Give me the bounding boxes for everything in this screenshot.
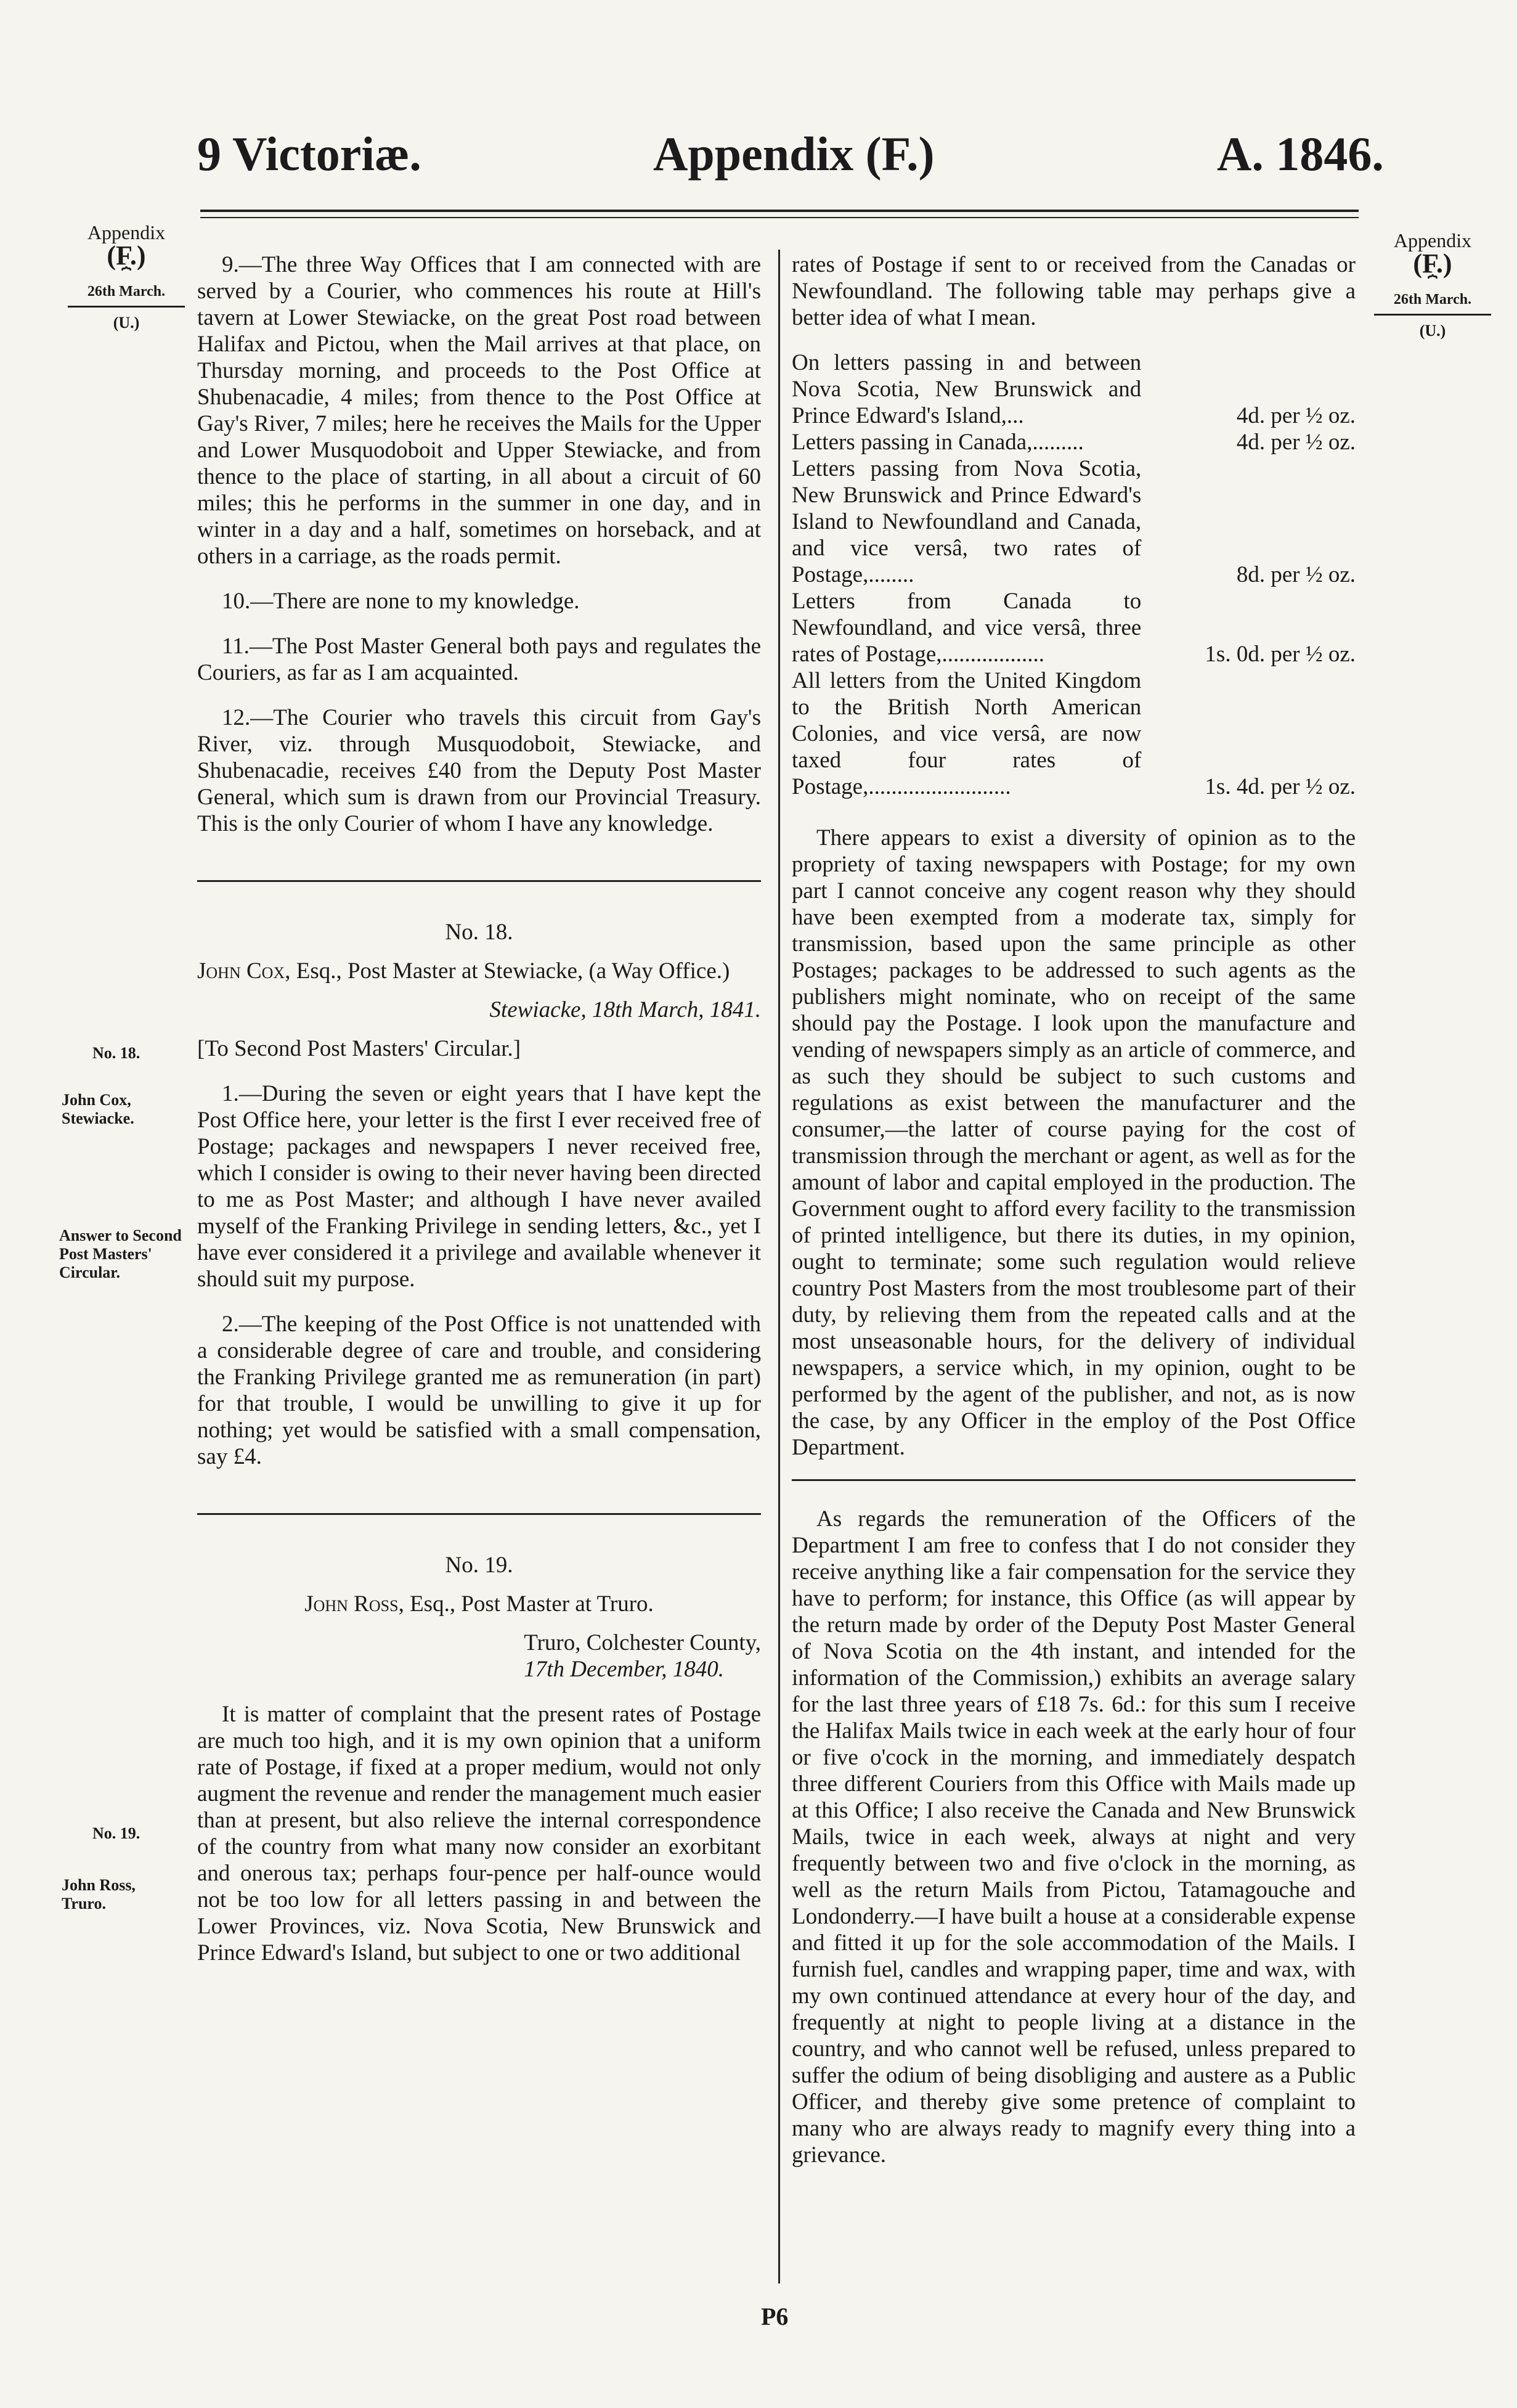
paragraph-9: 9.—The three Way Offices that I am connected with are served by a Courier, who commences his route at Hill's tavern at Lower Stewiacke, on the great Post road between Halifax and Pictou, when the Mail arrives at that place, on Thursday morning, and proceeds to the Post Office at Shubenacadie, 4 miles; from thence to the Post Office at Gay's River, 7 miles; here he receives the Mails for the Upper and Lower Musquodoboit and Upper Stewiacke, and from thence to the place of starting, in all about a circuit of 60 miles; this he performs in the summer in one day, and in winter in a day and a half, sometimes on horseback, and at others in a carriage, as the roads permit. bbox=[197, 252, 761, 569]
margin-left-appendix-label: Appendix bbox=[87, 221, 166, 243]
rates-intro: rates of Postage if sent to or received from the Canadas or Newfoundland. The following table may perhaps give a better idea of what I mean. bbox=[792, 252, 1356, 330]
no18-line: , Esq., Post Master at Stewiacke, (a Way Office.) bbox=[285, 958, 730, 984]
table-row bbox=[792, 349, 1356, 429]
section-divider bbox=[197, 880, 761, 882]
paragraph-12: 12.—The Courier who travels this circuit from Gay's River, viz. through Musquodoboit, Stewiacke, and Shubenacadie, receives £40 from the Deputy Post Master General, which sum is drawn from our Provincial Treasury. This is the only Courier of whom I have any knowledge. bbox=[197, 705, 761, 836]
right-column bbox=[792, 251, 1356, 2187]
header-left: 9 Victoriæ. bbox=[197, 127, 421, 181]
column-divider bbox=[778, 250, 780, 2284]
no19-date: 17th December, 1840. bbox=[524, 1657, 724, 1682]
paragraph-remuneration: As regards the remuneration of the Officers of the Department I am free to confess that I do not consider they receive anything like a fair compensation for the service they have to perform; for instance, this Office (as will appear by the return made by order of the Deputy Post Master General of Nova Scotia on the 4th instant, and intended for the information of the Commission,) exhibits an average salary for the last three years of £18 7s. 6d.: for this sum I receive the Halifax Mails twice in each week at the early hour of four or five o'cock in the morning, and immediately despatch three different Couriers from this Office with Mails made up at this Office; I also receive the Canada and New Brunswick Mails, twice in each week, always at night and very frequently between two and five o'clock in the morning, as well as the return Mails from Pictou, Tatamagouche and Londonderry.—I have built a house at a considerable expense and fitted it up for the sole accommodation of the Mails. I furnish fuel, candles and wrapping paper, time and wax, with my own continued attendance at every hour of the day, and frequently at night to people living at a distance in the country, and who cannot well be refused, unless prepared to suffer the odium of being disobliging and austere as a Public Officer, and thereby give some pretence of complaint to many who are always ready to magnify every thing into a grievance. bbox=[792, 1506, 1356, 2168]
section-divider bbox=[792, 1479, 1356, 1481]
paragraph-newspapers: There appears to exist a diversity of opinion as to the propriety of taxing newspapers with Postage; for my own part I cannot conceive any cogent reason why they should have been exempted from a moderate tax, simply for transmission, based upon the same principle as other Postages; packages to be addressed to such agents as the publishers might nominate, who on receipt of the same should pay the Postage. I look upon the manufacture and vending of newspapers simply as an article of commerce, and as such they should be subject to such customs and regulations as exist between the manufacturer and the consumer,—the latter of course paying for the cost of transmission through the merchant or agent, as well as for the amount of labor and capital employed in the production. The Government ought to afford every facility to the transmission of printed intelligence, but there its duties, in my opinion, ought to terminate; some such regulation would relieve country Post Masters from the most troublesome part of their duty, by relieving them from the repeated calls and at the most unseasonable hours, for the delivery of individual newspapers, a service which, in my opinion, ought to be performed by the agent of the publisher, and not, as is now the case, by any Officer in the employ of the Post Office Department. bbox=[792, 825, 1356, 1460]
margin-right-rule bbox=[1374, 314, 1491, 316]
no19-title: No. 19. bbox=[445, 1553, 513, 1578]
no18-name: John Cox bbox=[197, 958, 285, 984]
margin-right-date: 26th March. bbox=[1393, 292, 1472, 308]
margin-left-date: 26th March. bbox=[87, 284, 166, 300]
left-column bbox=[197, 251, 761, 1985]
no18-bracket: [To Second Post Masters' Circular.] bbox=[197, 1036, 521, 1061]
table-row bbox=[792, 455, 1356, 588]
no19-heading bbox=[197, 1591, 761, 1617]
table-row bbox=[792, 429, 1356, 455]
rate-amount: 1s. 4d. per ½ oz. bbox=[1205, 774, 1356, 799]
section-divider bbox=[197, 1513, 761, 1515]
rate-desc: Letters from Canada to Newfoundland, and vice versâ, three rates of Postage,.................. bbox=[792, 589, 1142, 667]
margin-no18-name: John Cox, Stewiacke. bbox=[62, 1091, 134, 1127]
no19-line: , Esq., Post Master at Truro. bbox=[398, 1591, 654, 1617]
paragraph-11: 11.—The Post Master General both pays and regulates the Couriers, as far as I am acquainted. bbox=[197, 634, 761, 685]
margin-no19: No. 19. bbox=[92, 1824, 140, 1842]
rate-amount: 1s. 0d. per ½ oz. bbox=[1205, 642, 1356, 667]
rate-desc: Letters passing in Canada,......... bbox=[792, 430, 1084, 455]
rate-amount: 4d. per ½ oz. bbox=[1236, 430, 1356, 455]
margin-no19-name: John Ross, Truro. bbox=[62, 1876, 136, 1912]
header-rule-thin bbox=[200, 217, 1359, 218]
rate-desc: Letters passing from Nova Scotia, New Brunswick and Prince Edward's Island to Newfoundland and Canada, and vice versâ, two rates of Postage,........ bbox=[792, 456, 1142, 587]
no18-place: Stewiacke, 18th March, 1841. bbox=[489, 997, 761, 1022]
rate-amount: 8d. per ½ oz. bbox=[1236, 562, 1356, 587]
margin-right-sub: (U.) bbox=[1419, 322, 1446, 340]
header-right: A. 1846. bbox=[1217, 127, 1384, 181]
table-row bbox=[792, 588, 1356, 667]
margin-left-letter: (F.) bbox=[107, 240, 146, 271]
header-center: Appendix (F.) bbox=[653, 127, 935, 181]
no19-name: John Ross bbox=[304, 1591, 399, 1617]
brace-icon: ⏞ bbox=[121, 267, 131, 285]
rate-desc: All letters from the United Kingdom to the British North American Colonies, and vice versâ, are now taxed four rates of Postage,......................... bbox=[792, 668, 1142, 799]
margin-left-appendix bbox=[68, 223, 185, 332]
table-row bbox=[792, 667, 1356, 800]
no18-heading bbox=[197, 958, 761, 984]
margin-no18: No. 18. bbox=[92, 1044, 140, 1062]
no18-paragraph-1: 1.—During the seven or eight years that I have kept the Post Office here, your letter is the first I ever received free of Postage; packages and newspapers I never received free, which I consider is owing to their never having been directed to me as Post Master; and although I have never availed myself of the Franking Privilege in sending letters, &c., yet I have ever considered it a privilege and available whenever it should suit my purpose. bbox=[197, 1081, 761, 1292]
no18-title: No. 18. bbox=[445, 920, 513, 945]
rates-table bbox=[792, 349, 1356, 800]
margin-left-sub: (U.) bbox=[113, 314, 140, 332]
no19-paragraph-1: It is matter of complaint that the present rates of Postage are much too high, and it is my own opinion that a uniform rate of Postage, if fixed at a proper medium, would not only augment the revenue and render the management much easier than at present, but also relieve the internal correspondence of the country from what many now consider an exorbitant and onerous tax; perhaps four-pence per half-ounce would not be too low for all letters passing in and between the Lower Provinces, viz. Nova Scotia, New Brunswick and Prince Edward's Island, but subject to one or two additional bbox=[197, 1702, 761, 1965]
margin-left-rule bbox=[68, 306, 185, 308]
paragraph-10: 10.—There are none to my knowledge. bbox=[222, 589, 580, 614]
rate-amount: 4d. per ½ oz. bbox=[1236, 403, 1356, 428]
margin-answer: Answer to Second Post Masters' Circular. bbox=[59, 1226, 182, 1281]
no19-place: Truro, Colchester County, bbox=[524, 1630, 761, 1655]
margin-right-appendix-label: Appendix bbox=[1393, 229, 1472, 251]
margin-right-letter: (F.) bbox=[1413, 248, 1452, 279]
header-rule bbox=[200, 210, 1359, 212]
brace-icon: ⏞ bbox=[1428, 275, 1438, 293]
rate-desc: On letters passing in and between Nova Scotia, New Brunswick and Prince Edward's Island,... bbox=[792, 350, 1142, 428]
margin-right-appendix bbox=[1374, 231, 1491, 340]
page-number: P6 bbox=[761, 2303, 789, 2330]
no18-paragraph-2: 2.—The keeping of the Post Office is not unattended with a considerable degree of care and trouble, and considering the Franking Privilege granted me as remuneration (in part) for that trouble, I would be unwilling to give it up for nothing; yet would be satisfied with a small compensation, say £4. bbox=[197, 1312, 761, 1469]
